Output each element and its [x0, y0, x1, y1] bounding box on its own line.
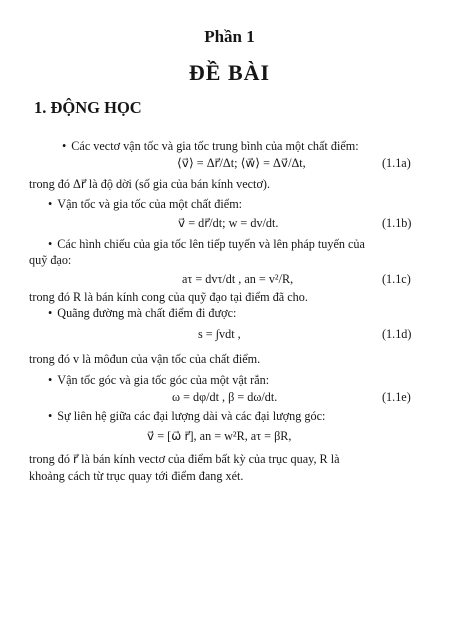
formula-relations: v⃗ = [ω⃗ r⃗], an = w²R, aτ = βR, [147, 429, 292, 443]
note-speed-modulus: trong đó v là môđun của vận tốc của chất điểm. [29, 352, 261, 366]
formula-1-1a: ⟨v⃗⟩ = Δr⃗/Δt; ⟨w⃗⟩ = Δv⃗/Δt, [177, 156, 306, 170]
bullet-projections-continued: quỹ đạo: [29, 253, 72, 267]
note-distance-axis: khoảng cách từ trục quay tới điểm đang xét. [29, 469, 244, 483]
bullet-velocity-acceleration: • Vận tốc và gia tốc của một chất điểm: [48, 197, 242, 212]
part-heading: Phần 1 [204, 27, 255, 46]
formula-1-1b: v⃗ = dr⃗/dt; w = dv/dt. [178, 216, 279, 230]
equation-number-1-1a: (1.1a) [382, 156, 411, 170]
page-title: ĐỀ BÀI [188, 60, 271, 85]
note-curvature-radius: trong đó R là bán kính cong của quỹ đạo tại điểm đã cho. [29, 290, 308, 304]
equation-number-1-1b: (1.1b) [382, 216, 412, 230]
bullet-path-length: • Quãng đường mà chất điểm đi được: [48, 306, 236, 321]
bullet-average-vectors: • Các vectơ vận tốc và gia tốc trung bình của một chất điểm: [62, 139, 359, 154]
formula-1-1e: ω = dφ/dt , β = dω/dt. [172, 390, 278, 404]
bullet-linear-angular-relation: • Sự liên hệ giữa các đại lượng dài và các đại lượng góc: [48, 409, 325, 424]
formula-1-1d: s = ∫vdt , [198, 327, 241, 341]
bullet-angular-quantities: • Vận tốc góc và gia tốc góc của một vật rắn: [48, 373, 269, 388]
note-radius-vector: trong đó r⃗ là bán kính vectơ của điểm bất kỳ của trục quay, R là [29, 452, 340, 466]
note-displacement: trong đó Δr⃗ là độ dời (số gia của bán kính vectơ). [29, 177, 270, 191]
formula-1-1c: aτ = dvτ/dt , an = v²/R, [182, 272, 294, 286]
section-heading: 1. ĐỘNG HỌC [34, 98, 142, 117]
equation-number-1-1d: (1.1d) [382, 327, 412, 341]
bullet-projections: • Các hình chiếu của gia tốc lên tiếp tuyến và lên pháp tuyến của [48, 237, 365, 252]
equation-number-1-1e: (1.1e) [382, 390, 411, 404]
equation-number-1-1c: (1.1c) [382, 272, 411, 286]
